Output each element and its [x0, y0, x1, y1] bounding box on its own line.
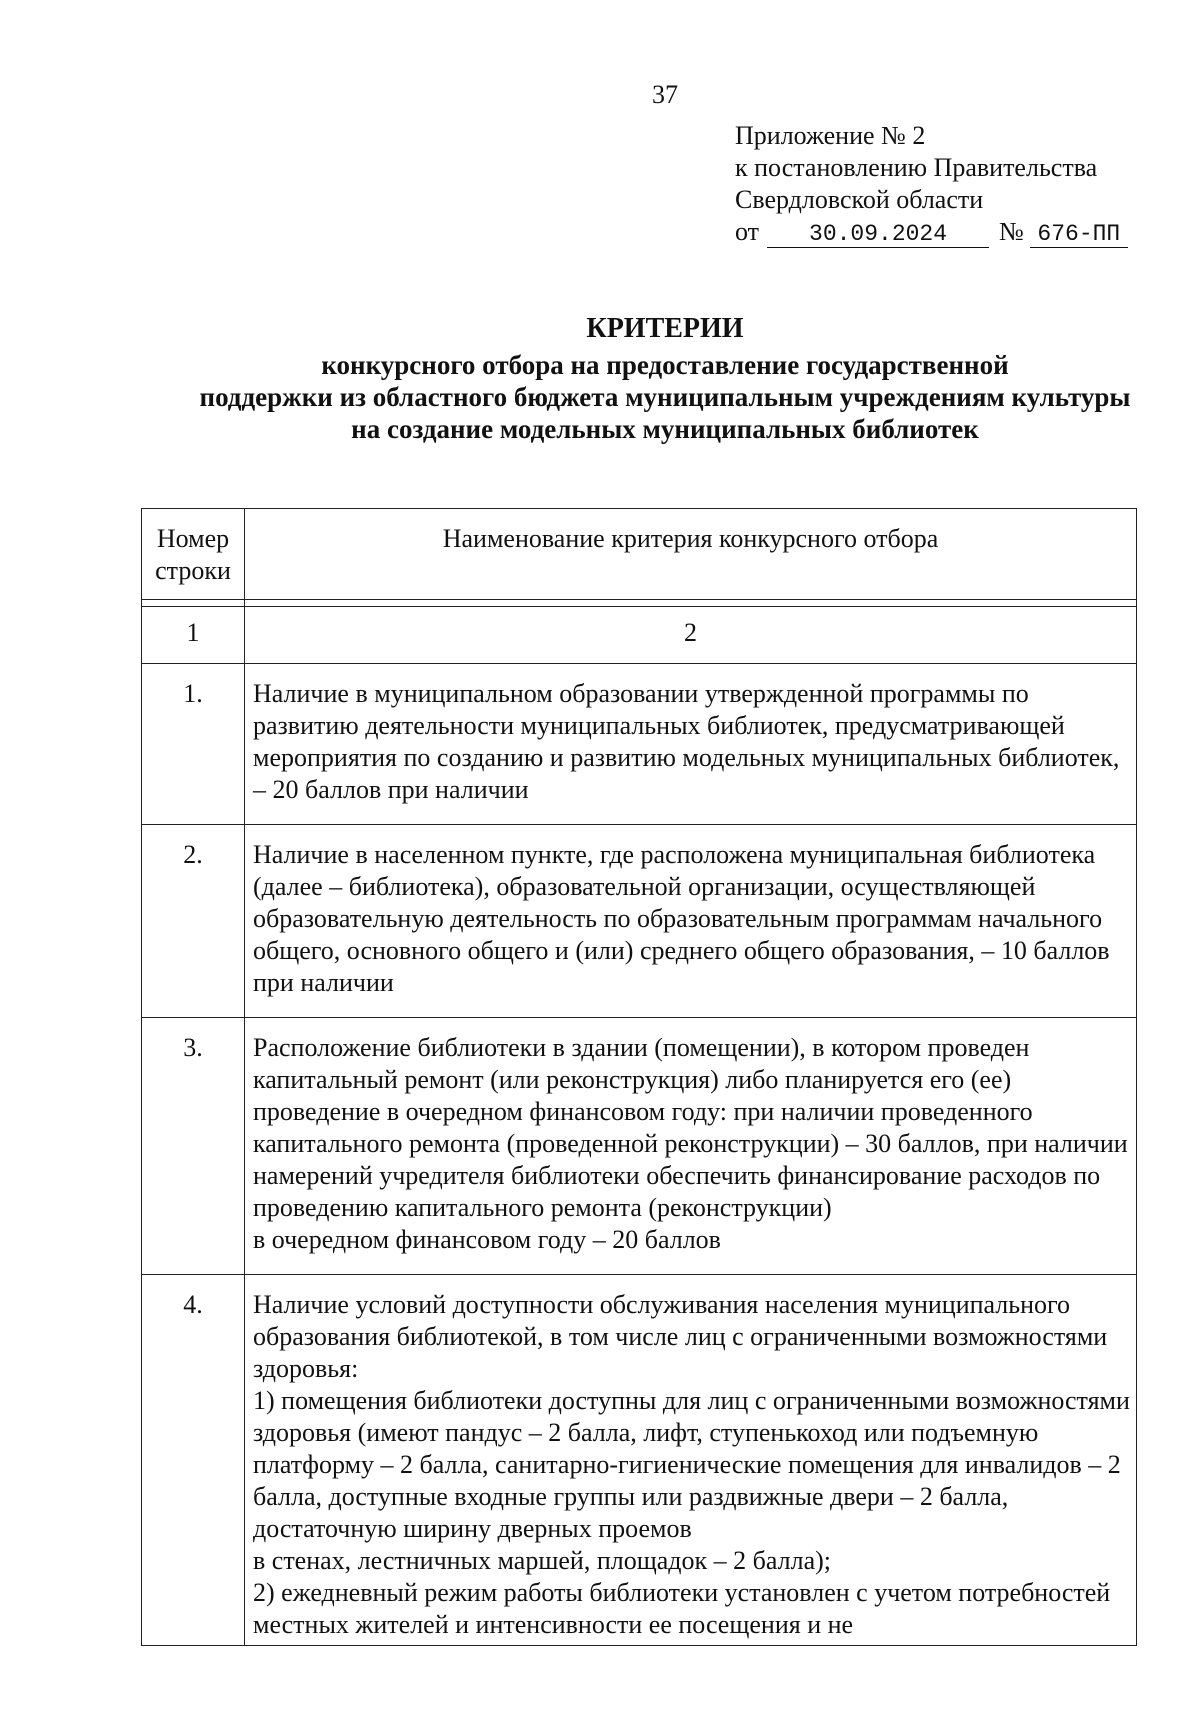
- criterion-text: 1) помещения библиотеки доступны для лиц с ограниченными возможностями здоровья (имеют пандус – 2 балла, лифт, ступенькоход или подъемную платформу – 2 балла, санитарно-гигиенические помещения для инвалидов – 2 балла, доступные входные группы или раздвижные двери – 2 балла, достаточную ширину дверных проемов: [253, 1386, 1130, 1543]
- table-header-row: [142, 509, 1137, 600]
- criteria-table: [141, 508, 1137, 1646]
- column-index-row: [142, 607, 1137, 664]
- table-row: [142, 1275, 1137, 1646]
- number-label: №: [999, 217, 1024, 246]
- title-line-2: поддержки из областного бюджета муниципальным учреждениям культуры: [199, 382, 1131, 412]
- criterion-text: Наличие в населенном пункте, где расположена муниципальная библиотека (далее – библиотека), образовательной организации, осуществляющей образовательную деятельность по образовательным программам начального общего, основного общего и (или) среднего общего образования, – 10 баллов при наличии: [253, 840, 1110, 997]
- row-criterion: [245, 1275, 1137, 1646]
- appendix-resolution: к постановлению Правительства: [735, 153, 1098, 182]
- from-label: от: [735, 217, 760, 246]
- table-row: [142, 825, 1137, 1018]
- row-criterion: [245, 825, 1137, 1018]
- row-number: 3.: [142, 1018, 245, 1275]
- criterion-text: в очередном финансовом году – 20 баллов: [253, 1225, 721, 1254]
- criterion-text: в стенах, лестничных маршей, площадок – 2 балла);: [253, 1546, 831, 1575]
- appendix-date-line: [735, 216, 1155, 248]
- resolution-number: 676-ПП: [1030, 221, 1128, 248]
- table-row: [142, 664, 1137, 825]
- table-row: [142, 1018, 1137, 1275]
- row-number: 4.: [142, 1275, 245, 1646]
- column-index-1: 1: [142, 607, 245, 664]
- row-number: 1.: [142, 664, 245, 825]
- title-line-3: на создание модельных муниципальных библиотек: [351, 414, 979, 444]
- title-main: КРИТЕРИИ: [586, 313, 744, 344]
- title-line-1: конкурсного отбора на предоставление государственной: [321, 350, 1009, 380]
- resolution-date: 30.09.2024: [767, 221, 989, 248]
- header-spacer: [142, 600, 1137, 607]
- header-criterion-name: Наименование критерия конкурсного отбора: [245, 509, 1137, 600]
- document-title: [0, 313, 1200, 445]
- criterion-text: Наличие в муниципальном образовании утвержденной программы по развитию деятельности муниципальных библиотек, предусматривающей мероприятия по созданию и развитию модельных муниципальных библиотек, – 20 баллов при наличии: [253, 679, 1120, 804]
- row-number: 2.: [142, 825, 245, 1018]
- column-index-2: 2: [245, 607, 1137, 664]
- header-row-number: Номер строки: [142, 509, 245, 600]
- criterion-text: Наличие условий доступности обслуживания населения муниципального образования библиотекой, в том числе лиц с ограниченными возможностями здоровья:: [253, 1290, 1108, 1383]
- row-criterion: [245, 1018, 1137, 1275]
- appendix-region: Свердловской области: [735, 185, 984, 214]
- criterion-text: Расположение библиотеки в здании (помещении), в котором проведен капитальный ремонт (или реконструкция) либо планируется его (ее) проведение в очередном финансовом году: при наличии проведенного капитального ремонта (проведенной реконструкции) – 30 баллов, при наличии намерений учредителя библиотеки обеспечить финансирование расходов по проведению капитального ремонта (реконструкции): [253, 1033, 1128, 1222]
- appendix-block: [735, 120, 1155, 248]
- criterion-text: 2) ежедневный режим работы библиотеки установлен с учетом потребностей местных жителей и интенсивности ее посещения и не: [253, 1578, 1111, 1639]
- appendix-title: Приложение № 2: [735, 121, 926, 150]
- row-criterion: [245, 664, 1137, 825]
- page-number: 37: [652, 80, 678, 109]
